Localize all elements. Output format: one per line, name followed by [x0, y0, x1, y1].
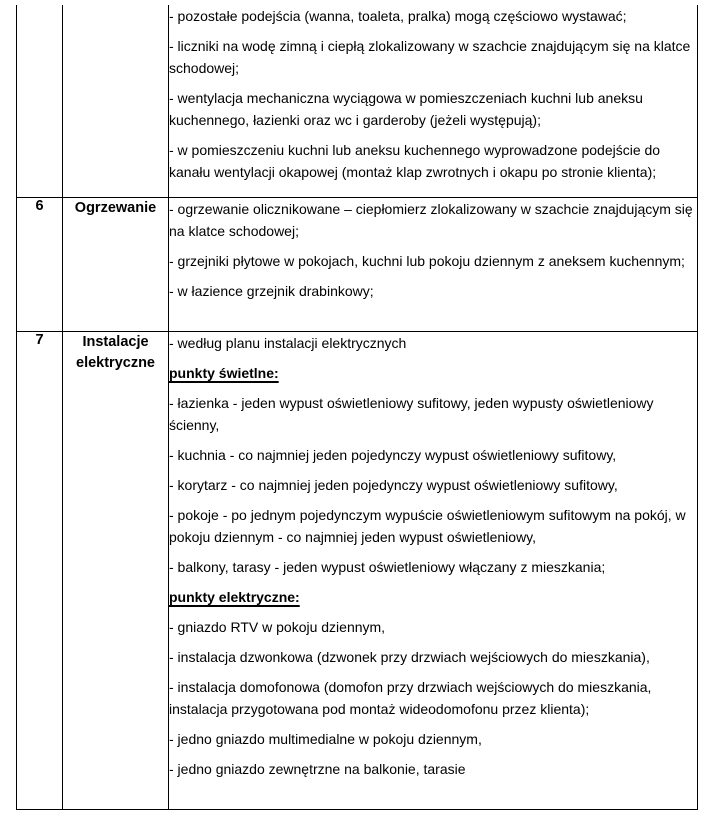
- description-cell: [169, 5, 698, 198]
- spec-paragraph: - gniazdo RTV w pokoju dziennym,: [169, 619, 386, 635]
- spec-paragraph: - według planu instalacji elektrycznych: [169, 335, 407, 351]
- table-row: [17, 5, 698, 198]
- table-row: [17, 198, 698, 332]
- spec-paragraph: - liczniki na wodę zimną i ciepłą zlokalizowany w szachcie znajdującym się na klatce schodowej;: [169, 38, 691, 76]
- spec-paragraph: - jedno gniazdo zewnętrzne na balkonie, tarasie: [169, 761, 466, 777]
- description-cell: [169, 198, 698, 332]
- category-cell: [63, 5, 169, 198]
- spec-paragraph: - jedno gniazdo multimedialne w pokoju dziennym,: [169, 731, 482, 747]
- spec-paragraph: - grzejniki płytowe w pokojach, kuchni lub pokoju dziennym z aneksem kuchennym;: [169, 253, 685, 269]
- spec-paragraph: - instalacja dzwonkowa (dzwonek przy drzwiach wejściowych do mieszkania),: [169, 649, 650, 665]
- category-cell: [63, 332, 169, 810]
- spec-paragraph: - w łazience grzejnik drabinkowy;: [169, 283, 374, 299]
- section-heading: punkty świetlne:: [169, 365, 279, 381]
- spec-paragraph: - balkony, tarasy - jeden wypust oświetleniowy włączany z mieszkania;: [169, 559, 606, 575]
- row-number-cell: [17, 5, 63, 198]
- row-number-cell: [17, 198, 63, 332]
- spec-paragraph: - pozostałe podejścia (wanna, toaleta, pralka) mogą częściowo wystawać;: [169, 8, 627, 24]
- row-number-cell: [17, 332, 63, 810]
- row-number: 6: [35, 198, 44, 214]
- spec-paragraph: - w pomieszczeniu kuchni lub aneksu kuchennego wyprowadzone podejście do kanału wentylacji okapowej (montaż klap zwrotnych i okapu po stronie klienta);: [169, 142, 661, 180]
- category-label: Ogrzewanie: [74, 200, 157, 216]
- spec-paragraph: - łazienka - jeden wypust oświetleniowy sufitowy, jeden wypusty oświetleniowy ścienny,: [169, 395, 654, 433]
- specification-table: [16, 5, 698, 810]
- category-cell: [63, 198, 169, 332]
- table-body: [17, 5, 698, 810]
- row-number: 7: [35, 332, 44, 348]
- spec-paragraph: - kuchnia - co najmniej jeden pojedynczy wypust oświetleniowy sufitowy,: [169, 447, 617, 463]
- spec-paragraph: - pokoje - po jednym pojedynczym wypuście oświetleniowym sufitowym na pokój, w pokoju dziennym - co najmniej jeden wypust oświetleniowy,: [169, 507, 686, 545]
- category-label: Instalacje elektryczne: [76, 334, 155, 371]
- spec-paragraph: - ogrzewanie olicznikowane – ciepłomierz zlokalizowany w szachcie znajdującym się na klatce schodowej;: [169, 201, 693, 239]
- description-cell: [169, 332, 698, 810]
- spec-paragraph: - korytarz - co najmniej jeden pojedynczy wypust oświetleniowy sufitowy,: [169, 477, 618, 493]
- spec-paragraph: - instalacja domofonowa (domofon przy drzwiach wejściowych do mieszkania, instalacja przygotowana pod montaż wideodomofonu przez klienta);: [169, 679, 652, 717]
- section-heading: punkty elektryczne:: [169, 589, 300, 605]
- spec-paragraph: - wentylacja mechaniczna wyciągowa w pomieszczeniach kuchni lub aneksu kuchennego, łazienki oraz wc i garderoby (jeżeli występują);: [169, 90, 643, 128]
- table-row: [17, 332, 698, 810]
